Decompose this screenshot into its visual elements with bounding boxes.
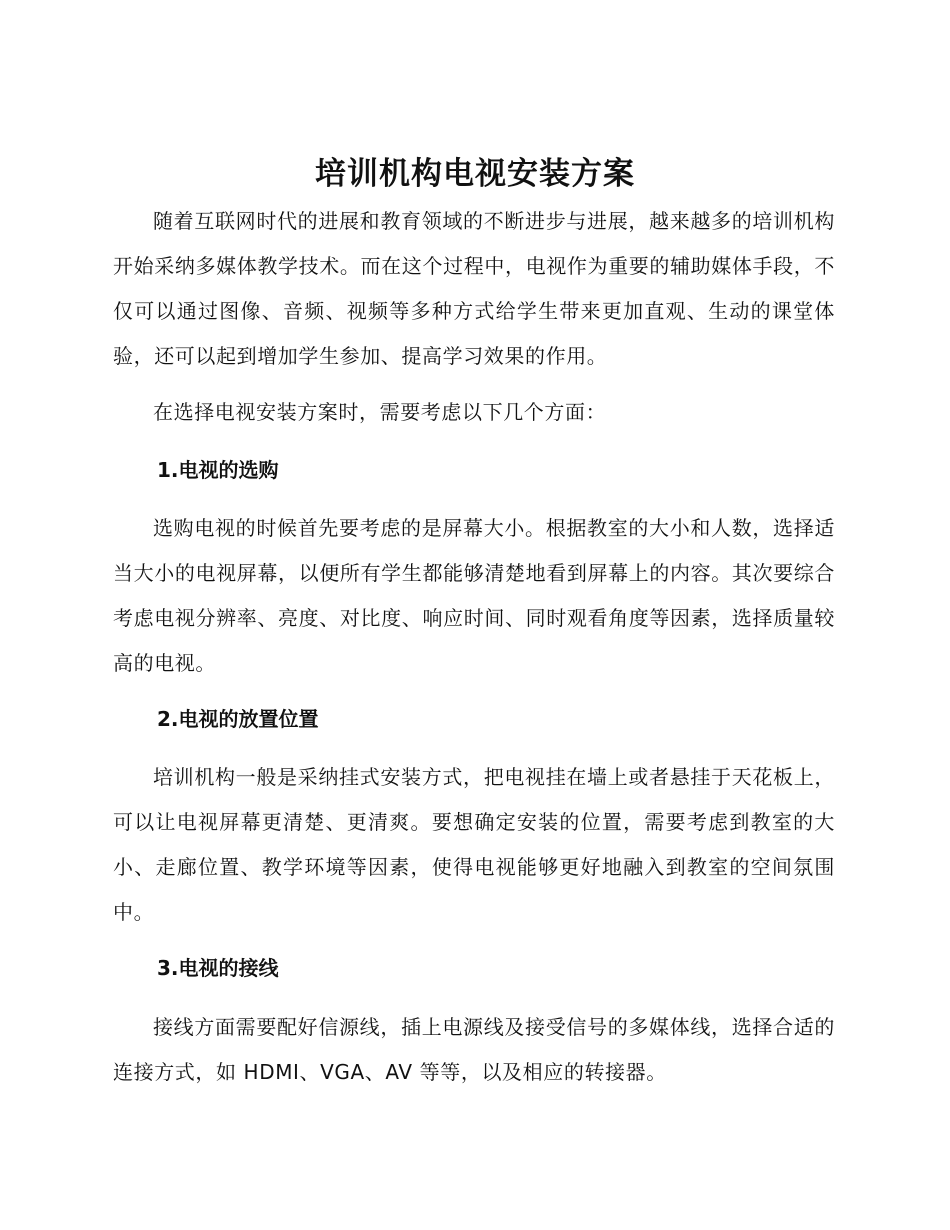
section-heading-tv-wiring: 3.电视的接线: [157, 956, 279, 980]
section-body-tv-wiring: 接线方面需要配好信源线，插上电源线及接受信号的多媒体线，选择合适的连接方式，如 HDMI、VGA、AV 等等，以及相应的转接器。: [113, 1015, 835, 1084]
intro-paragraph: 随着互联网时代的进展和教育领域的不断进步与进展，越来越多的培训机构开始采纳多媒体教学技术。而在这个过程中，电视作为重要的辅助媒体手段，不仅可以通过图像、音频、视频等多种方式给学生带来更加直观、生动的课堂体验，还可以起到增加学生参加、提高学习效果的作用。: [113, 209, 835, 368]
document-title: 培训机构电视安装方案: [315, 156, 635, 192]
section-body-tv-purchase: 选购电视的时候首先要考虑的是屏幕大小。根据教室的大小和人数，选择适当大小的电视屏幕，以便所有学生都能够清楚地看到屏幕上的内容。其次要综合考虑电视分辨率、亮度、对比度、响应时间、同时观看角度等因素，选择质量较高的电视。: [113, 516, 835, 675]
section-heading-tv-purchase: 1.电视的选购: [157, 458, 279, 482]
section-body-tv-placement: 培训机构一般是采纳挂式安装方式，把电视挂在墙上或者悬挂于天花板上，可以让电视屏幕更清楚、更清爽。要想确定安装的位置，需要考虑到教室的大小、走廊位置、教学环境等因素，使得电视能够更好地融入到教室的空间氛围中。: [113, 765, 835, 924]
section-heading-tv-placement: 2.电视的放置位置: [157, 707, 319, 731]
lead-in-paragraph: 在选择电视安装方案时，需要考虑以下几个方面：: [153, 400, 607, 424]
